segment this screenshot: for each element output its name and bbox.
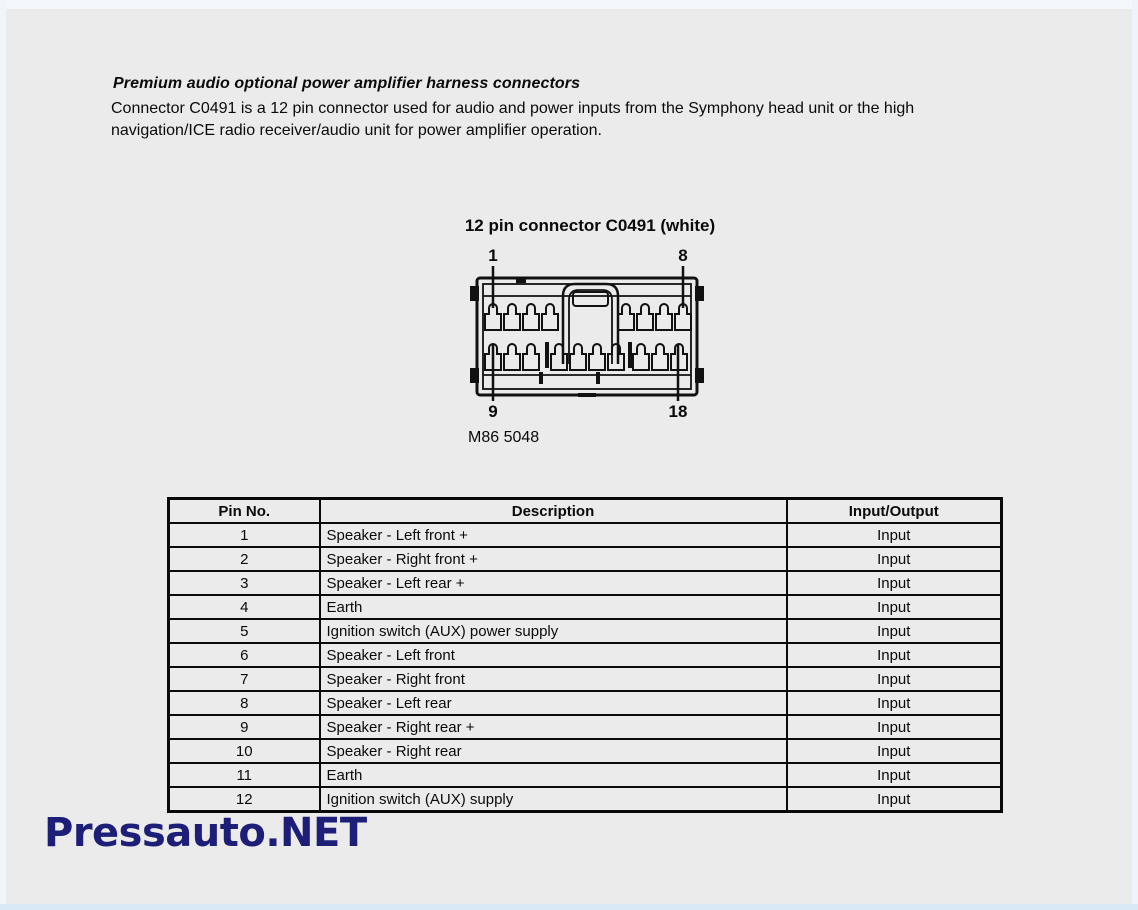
pin-description: Speaker - Left front +: [320, 523, 787, 547]
col-header-pin-no: Pin No.: [169, 499, 320, 524]
pin-number: 8: [169, 691, 320, 715]
pin-io: Input: [787, 595, 1002, 619]
pin-terminal: [504, 304, 520, 330]
pin-io: Input: [787, 763, 1002, 787]
key-tick: [596, 372, 600, 384]
pin-description: Speaker - Right rear: [320, 739, 787, 763]
pin-io: Input: [787, 715, 1002, 739]
pin-io: Input: [787, 571, 1002, 595]
pin-label-1: 1: [488, 246, 498, 265]
pin-terminal: [523, 344, 539, 370]
table-header-row: [169, 499, 1002, 524]
pin-number: 5: [169, 619, 320, 643]
pin-terminal: [589, 344, 605, 370]
pin-number: 2: [169, 547, 320, 571]
pin-label-18: 18: [668, 402, 688, 419]
scan-edge-bottom: [0, 904, 1138, 910]
pin-table: [167, 497, 1003, 813]
key-tick: [539, 372, 543, 384]
pin-label-9: 9: [488, 402, 498, 419]
pin-description: Earth: [320, 595, 787, 619]
pin-io: Input: [787, 787, 1002, 812]
pin-description: Speaker - Left rear: [320, 691, 787, 715]
pin-description: Speaker - Right front +: [320, 547, 787, 571]
pin-io: Input: [787, 619, 1002, 643]
pin-terminal: [652, 344, 668, 370]
pin-description: Ignition switch (AUX) supply: [320, 787, 787, 812]
pin-terminal: [618, 304, 634, 330]
table-row: [169, 763, 1002, 787]
pin-terminal: [542, 304, 558, 330]
pin-terminal: [504, 344, 520, 370]
table-row: [169, 667, 1002, 691]
col-header-io: Input/Output: [787, 499, 1002, 524]
connector-body: [470, 278, 704, 397]
edge-dash: [516, 279, 526, 283]
pin-terminal: [637, 304, 653, 330]
pin-terminal: [633, 344, 649, 370]
pin-terminal: [656, 304, 672, 330]
header-block: [111, 75, 1061, 142]
pin-number: 9: [169, 715, 320, 739]
pin-description: Ignition switch (AUX) power supply: [320, 619, 787, 643]
pin-number: 3: [169, 571, 320, 595]
table-row: [169, 547, 1002, 571]
col-header-description: Description: [320, 499, 787, 524]
pin-io: Input: [787, 739, 1002, 763]
scan-edge-right: [1132, 0, 1138, 910]
group-divider: [545, 342, 549, 368]
latch-button: [573, 292, 608, 306]
body-text-line: Connector C0491 is a 12 pin connector used for audio and power inputs from the Symphony head unit or the high: [111, 100, 915, 117]
pin-io: Input: [787, 523, 1002, 547]
pin-io: Input: [787, 691, 1002, 715]
pin-terminals: [485, 304, 691, 370]
diagram-part-number: M86 5048: [468, 429, 540, 446]
table-row: [169, 787, 1002, 812]
pin-number: 1: [169, 523, 320, 547]
pin-terminal: [551, 344, 567, 370]
connector-inner-shell: [483, 284, 691, 389]
pin-number: 6: [169, 643, 320, 667]
pin-number: 4: [169, 595, 320, 619]
table-row: [169, 715, 1002, 739]
pin-terminal: [570, 344, 586, 370]
table-row: [169, 571, 1002, 595]
pin-description: Earth: [320, 763, 787, 787]
connector-diagram-title: 12 pin connector C0491 (white): [464, 216, 716, 235]
table-row: [169, 595, 1002, 619]
pin-number: 10: [169, 739, 320, 763]
pin-io: Input: [787, 547, 1002, 571]
pin-terminal: [608, 344, 624, 370]
pin-io: Input: [787, 667, 1002, 691]
pin-description: Speaker - Right rear +: [320, 715, 787, 739]
connector-svg: [440, 244, 740, 419]
pin-terminal: [523, 304, 539, 330]
body-text-line: navigation/ICE radio receiver/audio unit for power amplifier operation.: [111, 122, 602, 139]
leader-lines: [493, 266, 683, 401]
pin-number: 11: [169, 763, 320, 787]
table-row: [169, 739, 1002, 763]
table-row: [169, 619, 1002, 643]
pin-number: 7: [169, 667, 320, 691]
table-row: [169, 643, 1002, 667]
pin-io: Input: [787, 643, 1002, 667]
table-row: [169, 691, 1002, 715]
watermark: Pressauto.NET: [44, 810, 367, 856]
pin-number: 12: [169, 787, 320, 812]
scan-edge-left: [0, 0, 6, 910]
pin-label-8: 8: [678, 246, 688, 265]
scan-edge-top: [0, 0, 1138, 9]
pin-description: Speaker - Left front: [320, 643, 787, 667]
section-title: Premium audio optional power amplifier harness connectors: [113, 75, 581, 92]
pin-description: Speaker - Right front: [320, 667, 787, 691]
pin-description: Speaker - Left rear +: [320, 571, 787, 595]
latch-inner: [569, 290, 612, 364]
group-divider: [628, 342, 632, 368]
table-row: [169, 523, 1002, 547]
